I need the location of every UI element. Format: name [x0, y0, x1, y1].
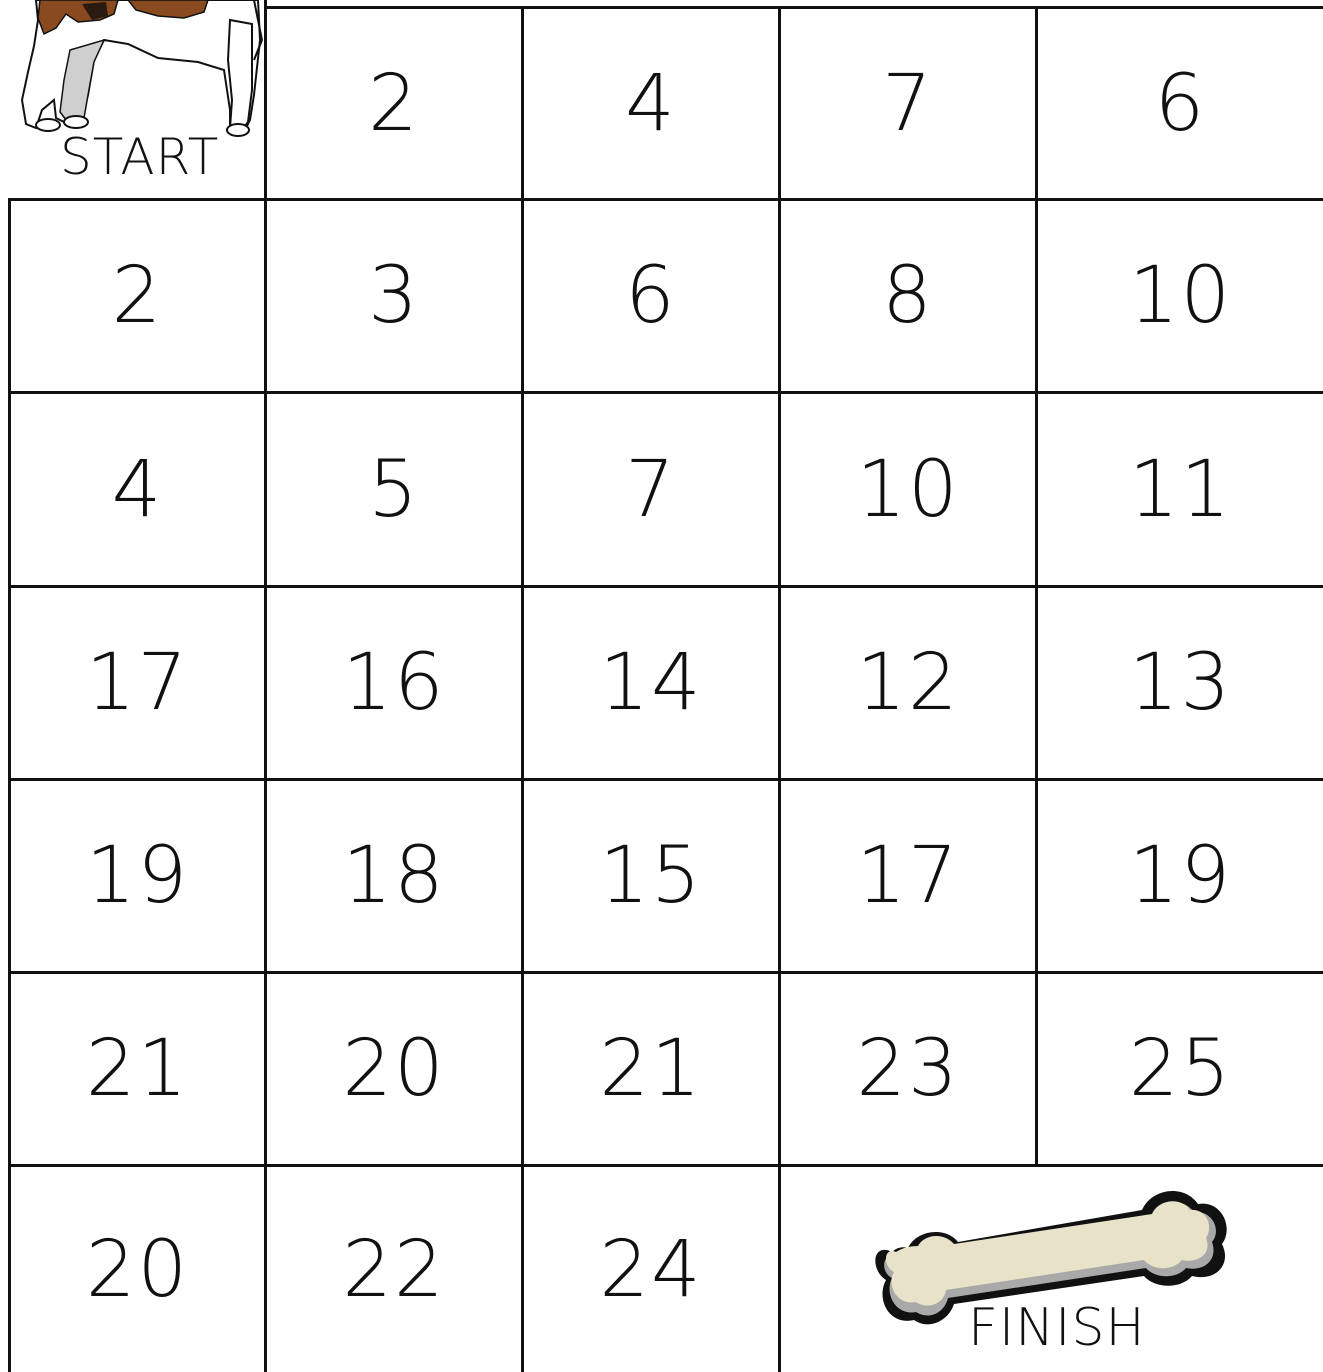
board-cell: 21: [85, 1024, 190, 1114]
board-cell: 8: [882, 251, 934, 341]
board-cell: 25: [1128, 1024, 1233, 1114]
board-cell: 19: [85, 831, 190, 921]
board-cell: 23: [856, 1024, 960, 1114]
board-cell: 7: [882, 58, 934, 149]
board-cell: 2: [111, 251, 164, 341]
board-cell: 4: [111, 444, 164, 535]
board-cell: 3: [368, 251, 420, 341]
board-cell: 11: [1128, 444, 1233, 535]
board-cell: 20: [342, 1024, 446, 1114]
board-cell: 17: [85, 638, 190, 728]
board-cell: 21: [599, 1024, 703, 1114]
board-cell: 13: [1128, 638, 1233, 728]
board-cell: 10: [1128, 251, 1233, 341]
board-cell: 10: [856, 444, 960, 535]
board-cell: 18: [342, 831, 446, 921]
start-cell: [8, 0, 265, 200]
board-cell: 20: [85, 1224, 190, 1315]
board-cell: 4: [625, 58, 677, 149]
board-cell: 19: [1128, 831, 1233, 921]
board-cell: 2: [368, 58, 420, 149]
finish-label: FINISH: [968, 1298, 1146, 1358]
board-cell: 7: [625, 444, 677, 535]
start-label: START: [60, 128, 220, 186]
board-cell: 15: [599, 831, 703, 921]
board-cell: 6: [625, 251, 677, 341]
board-cell: 24: [599, 1224, 703, 1315]
board-cell: 22: [342, 1224, 446, 1315]
board-cell: 5: [368, 444, 420, 535]
board-cell: 14: [599, 638, 703, 728]
board-cell: 17: [856, 831, 960, 921]
board-cell: 16: [342, 638, 446, 728]
board-cell: 6: [1154, 58, 1207, 149]
board-cell: 12: [856, 638, 960, 728]
